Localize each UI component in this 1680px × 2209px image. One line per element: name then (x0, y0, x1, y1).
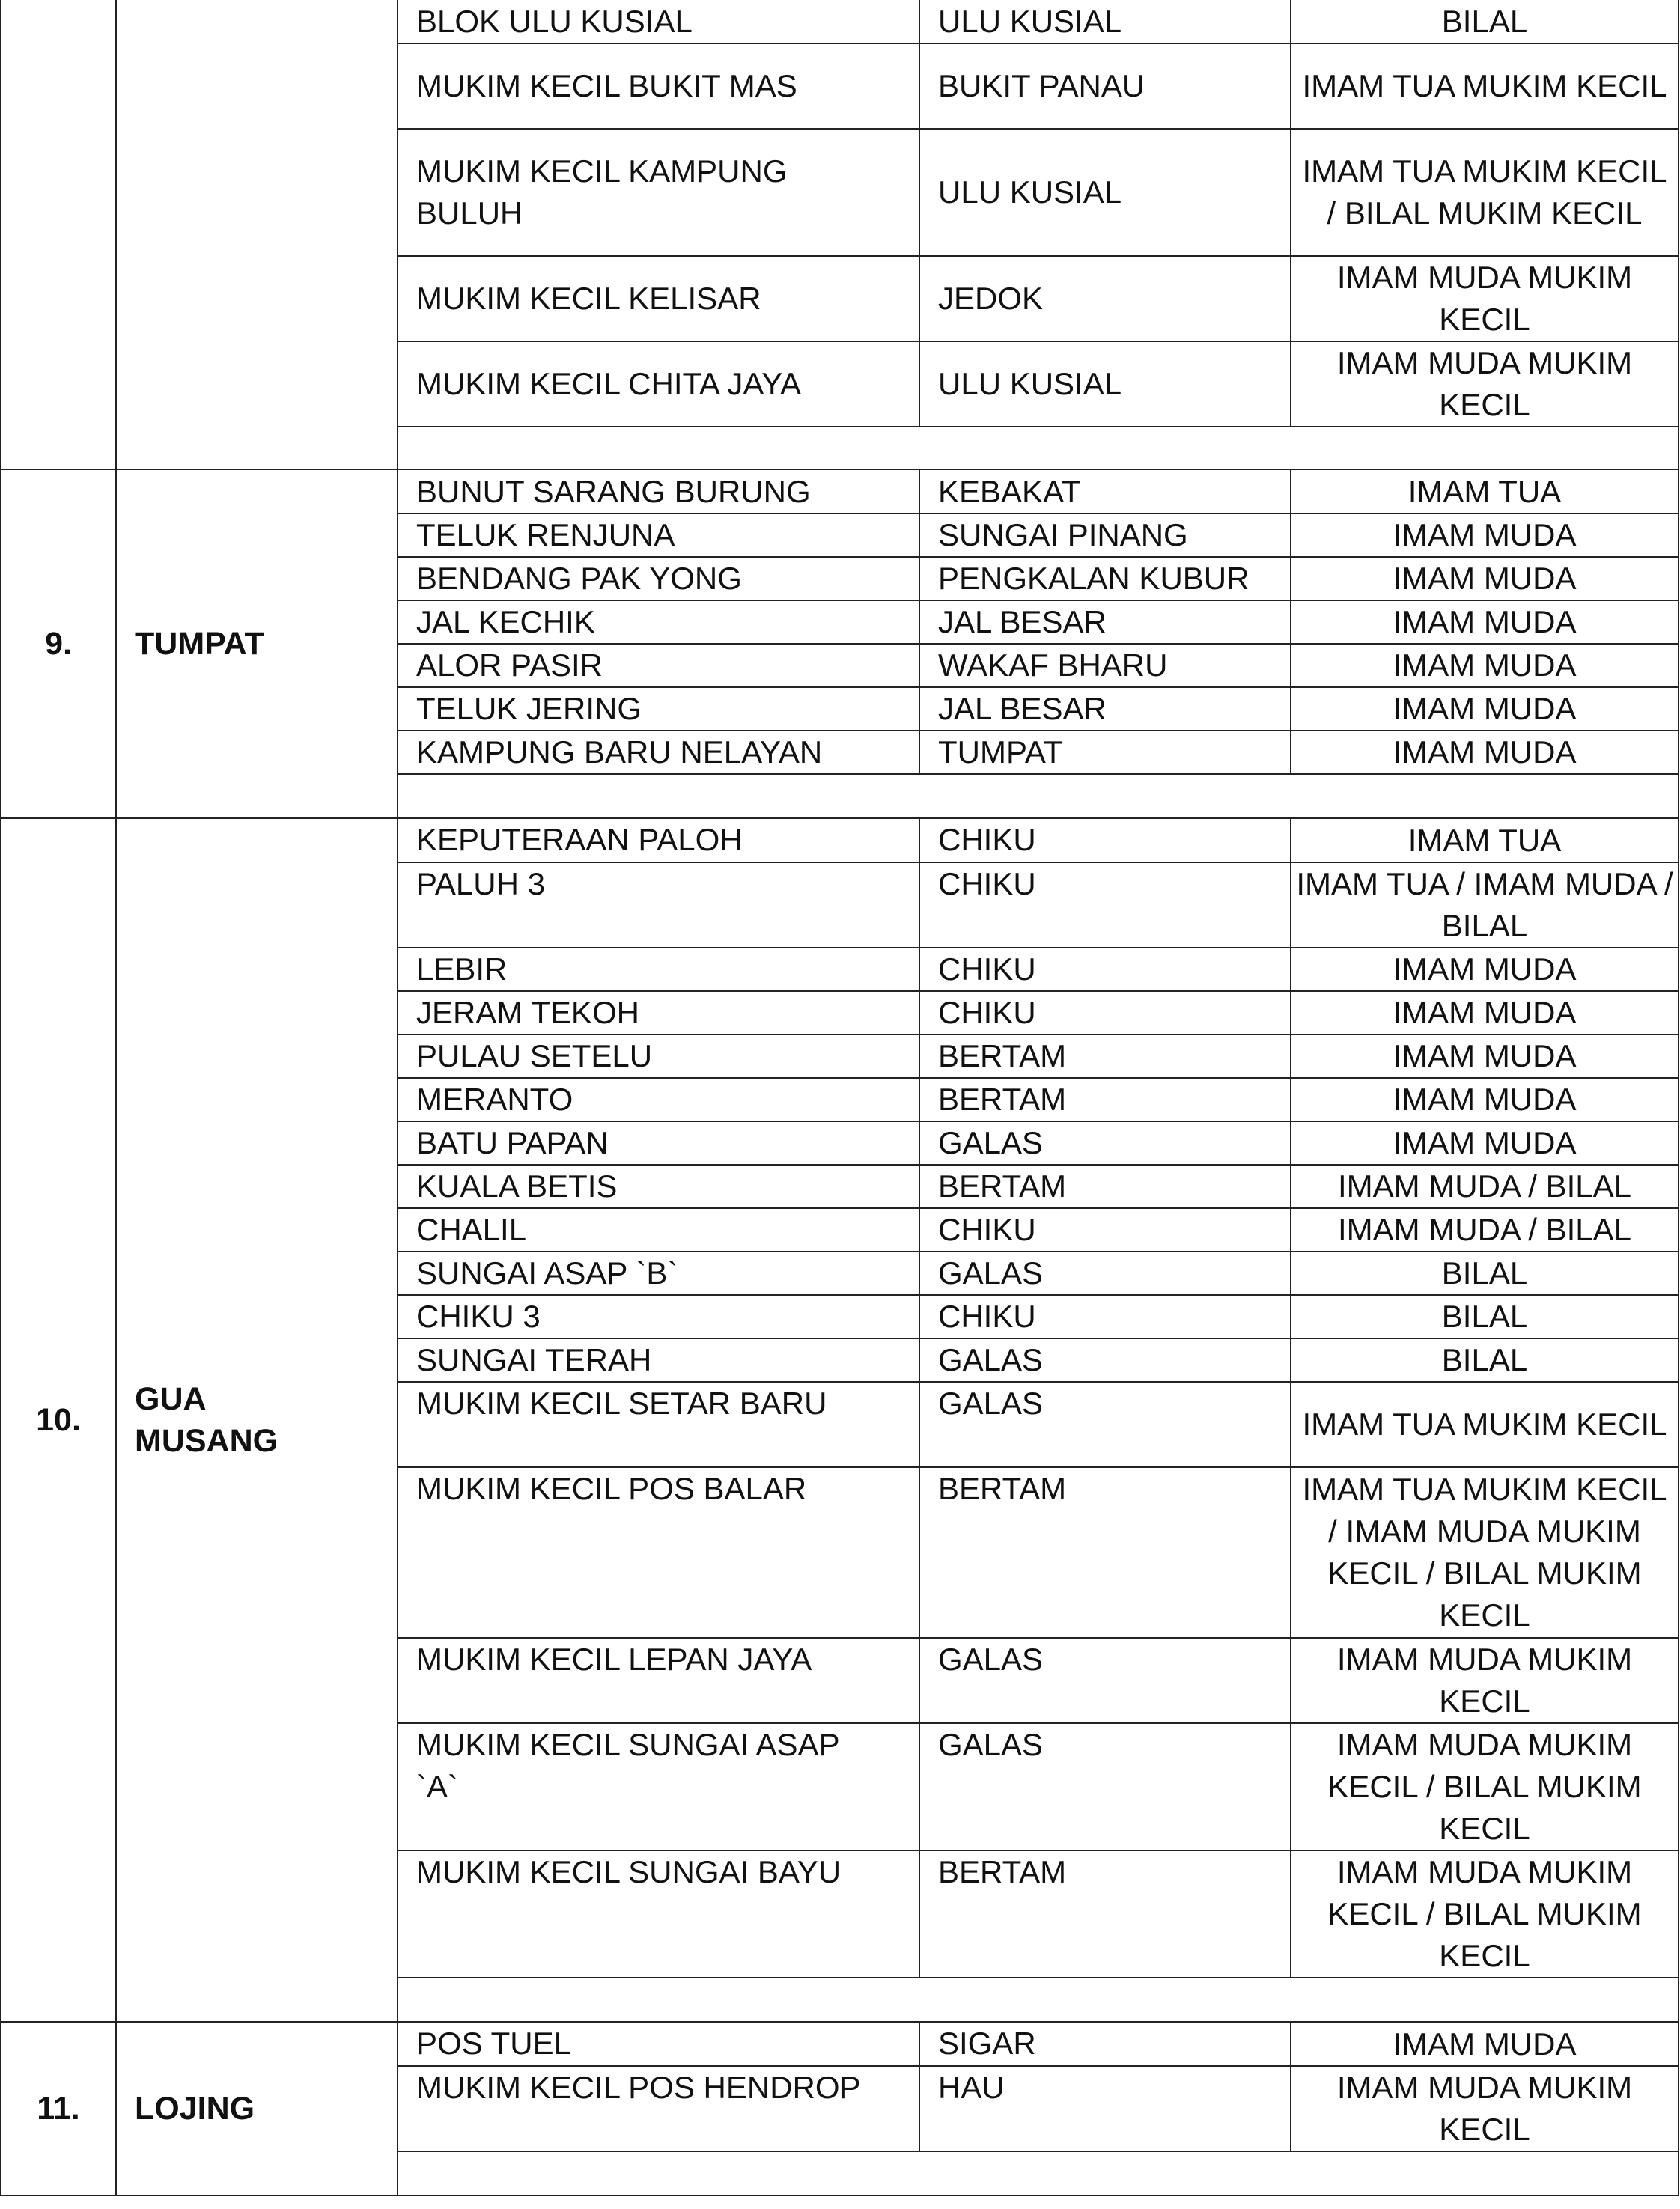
position-cell: IMAM TUA (1291, 819, 1678, 862)
mukim-cell: GALAS (919, 1252, 1291, 1295)
place-cell: TELUK JERING (398, 687, 919, 731)
position-cell: BILAL (1291, 1295, 1678, 1338)
place-cell: KAMPUNG BARU NELAYAN (398, 731, 919, 774)
district-section (1, 469, 1679, 818)
place-cell: PALUH 3 (398, 862, 919, 948)
district-name: LOJING (116, 2022, 398, 2196)
mukim-cell: GALAS (919, 1382, 1291, 1467)
position-cell: IMAM MUDA (1291, 991, 1678, 1035)
table-row (398, 991, 1678, 1035)
place-cell: ALOR PASIR (398, 644, 919, 687)
mukim-cell: SUNGAI PINANG (919, 514, 1291, 557)
place-cell: MUKIM KECIL LEPAN JAYA (398, 1638, 919, 1723)
place-cell: JAL KECHIK (398, 600, 919, 644)
mukim-cell: JAL BESAR (919, 687, 1291, 731)
mukim-cell: ULU KUSIAL (919, 0, 1291, 43)
position-cell: IMAM MUDA MUKIM KECIL (1291, 256, 1678, 341)
section-number: 10. (1, 818, 116, 2022)
mukim-cell: BERTAM (919, 1850, 1291, 1978)
section-number: 11. (1, 2022, 116, 2196)
position-cell: IMAM MUDA MUKIM KECIL / BILAL MUKIM KECIL (1291, 1723, 1678, 1850)
mukim-cell: GALAS (919, 1723, 1291, 1850)
table-row (398, 1382, 1678, 1467)
mukim-cell: BERTAM (919, 1035, 1291, 1078)
district-section (1, 2022, 1679, 2196)
district-name (116, 0, 398, 469)
position-cell: BILAL (1291, 1252, 1678, 1295)
position-cell: IMAM MUDA / BILAL (1291, 1165, 1678, 1208)
mukim-cell: WAKAF BHARU (919, 644, 1291, 687)
position-cell: IMAM MUDA (1291, 600, 1678, 644)
spacer-row (398, 2151, 1678, 2195)
table-row (398, 129, 1678, 256)
place-cell: TELUK RENJUNA (398, 514, 919, 557)
place-cell: CHALIL (398, 1208, 919, 1252)
position-cell: IMAM MUDA (1291, 557, 1678, 600)
district-name: TUMPAT (116, 469, 398, 818)
mukim-cell: HAU (919, 2066, 1291, 2151)
table-row (398, 1208, 1678, 1252)
place-cell: MUKIM KECIL SETAR BARU (398, 1382, 919, 1467)
table-row (398, 600, 1678, 644)
mukim-cell: CHIKU (919, 1208, 1291, 1252)
position-cell: IMAM MUDA (1291, 644, 1678, 687)
mukim-cell: CHIKU (919, 948, 1291, 991)
table-row (398, 687, 1678, 731)
position-cell: BILAL (1291, 0, 1678, 43)
position-cell: IMAM MUDA (1291, 731, 1678, 774)
position-cell: IMAM MUDA MUKIM KECIL / BILAL MUKIM KECIL (1291, 1850, 1678, 1978)
mukim-cell: TUMPAT (919, 731, 1291, 774)
table-row (398, 256, 1678, 341)
place-cell: BLOK ULU KUSIAL (398, 0, 919, 43)
table-row (398, 557, 1678, 600)
mukim-cell: GALAS (919, 1338, 1291, 1382)
table-row (398, 1850, 1678, 1978)
section-entries (398, 469, 1679, 818)
place-cell: POS TUEL (398, 2023, 919, 2066)
district-section (1, 818, 1679, 2022)
table-row (398, 0, 1678, 43)
place-cell: MUKIM KECIL POS BALAR (398, 1467, 919, 1638)
table-row (398, 862, 1678, 948)
mukim-cell: GALAS (919, 1121, 1291, 1165)
position-cell: IMAM MUDA (1291, 514, 1678, 557)
section-entries (398, 818, 1679, 2022)
table-row (398, 1252, 1678, 1295)
position-cell: IMAM TUA MUKIM KECIL / BILAL MUKIM KECIL (1291, 129, 1678, 256)
place-cell: JERAM TEKOH (398, 991, 919, 1035)
place-cell: LEBIR (398, 948, 919, 991)
mukim-cell: ULU KUSIAL (919, 129, 1291, 256)
place-cell: PULAU SETELU (398, 1035, 919, 1078)
mukim-cell: CHIKU (919, 991, 1291, 1035)
position-cell: IMAM TUA MUKIM KECIL (1291, 43, 1678, 129)
position-cell: BILAL (1291, 1338, 1678, 1382)
section-number (1, 0, 116, 469)
position-cell: IMAM MUDA MUKIM KECIL (1291, 2066, 1678, 2151)
position-cell: IMAM MUDA (1291, 2023, 1678, 2066)
position-cell: IMAM TUA / IMAM MUDA / BILAL (1291, 862, 1678, 948)
table-row (398, 1295, 1678, 1338)
district-name-text: GUA MUSANG (135, 1381, 279, 1459)
table-row (398, 1165, 1678, 1208)
table-row (398, 470, 1678, 514)
section-entries (398, 0, 1679, 469)
mukim-cell: SIGAR (919, 2023, 1291, 2066)
district-name (116, 818, 398, 2022)
table-row (398, 341, 1678, 427)
table-row (398, 1121, 1678, 1165)
place-cell: CHIKU 3 (398, 1295, 919, 1338)
position-cell: IMAM MUDA (1291, 1035, 1678, 1078)
table-row (398, 731, 1678, 774)
position-cell: IMAM TUA MUKIM KECIL / IMAM MUDA MUKIM KECIL / BILAL MUKIM KECIL (1291, 1467, 1678, 1638)
position-cell: IMAM MUDA (1291, 1078, 1678, 1121)
mukim-cell: GALAS (919, 1638, 1291, 1723)
mukim-cell: JAL BESAR (919, 600, 1291, 644)
mukim-cell: BERTAM (919, 1165, 1291, 1208)
mukim-cell: ULU KUSIAL (919, 341, 1291, 427)
district-section (1, 0, 1679, 469)
place-cell: BATU PAPAN (398, 1121, 919, 1165)
place-cell: MUKIM KECIL CHITA JAYA (398, 341, 919, 427)
mukim-cell: CHIKU (919, 862, 1291, 948)
place-cell: MERANTO (398, 1078, 919, 1121)
spacer-row (398, 774, 1678, 817)
position-cell: IMAM TUA (1291, 470, 1678, 514)
table-row (398, 1723, 1678, 1850)
place-cell: SUNGAI ASAP `B` (398, 1252, 919, 1295)
table-row (398, 514, 1678, 557)
table-row (398, 2066, 1678, 2151)
position-cell: IMAM TUA MUKIM KECIL (1291, 1382, 1678, 1467)
table-row (398, 1035, 1678, 1078)
mukim-cell: BERTAM (919, 1078, 1291, 1121)
mukim-cell: KEBAKAT (919, 470, 1291, 514)
place-cell: MUKIM KECIL BUKIT MAS (398, 43, 919, 129)
table-row (398, 2023, 1678, 2066)
table-row (398, 1467, 1678, 1638)
place-cell: MUKIM KECIL KELISAR (398, 256, 919, 341)
place-cell: KUALA BETIS (398, 1165, 919, 1208)
position-cell: IMAM MUDA / BILAL (1291, 1208, 1678, 1252)
table-row (398, 43, 1678, 129)
place-cell: MUKIM KECIL POS HENDROP (398, 2066, 919, 2151)
table-row (398, 1078, 1678, 1121)
place-cell: BUNUT SARANG BURUNG (398, 470, 919, 514)
position-cell: IMAM MUDA (1291, 687, 1678, 731)
position-cell: IMAM MUDA (1291, 1121, 1678, 1165)
table-row (398, 1638, 1678, 1723)
place-cell: MUKIM KECIL SUNGAI ASAP `A` (398, 1723, 919, 1850)
section-number: 9. (1, 469, 116, 818)
position-cell: IMAM MUDA MUKIM KECIL (1291, 1638, 1678, 1723)
table-row (398, 948, 1678, 991)
place-cell: SUNGAI TERAH (398, 1338, 919, 1382)
position-cell: IMAM MUDA (1291, 948, 1678, 991)
place-cell: BENDANG PAK YONG (398, 557, 919, 600)
table-row (398, 644, 1678, 687)
spacer-row (398, 427, 1678, 469)
mukim-cell: JEDOK (919, 256, 1291, 341)
table-row (398, 819, 1678, 862)
place-cell: MUKIM KECIL SUNGAI BAYU (398, 1850, 919, 1978)
table-row (398, 1338, 1678, 1382)
position-cell: IMAM MUDA MUKIM KECIL (1291, 341, 1678, 427)
mukim-cell: CHIKU (919, 819, 1291, 862)
mukim-cell: BUKIT PANAU (919, 43, 1291, 129)
mukim-cell: CHIKU (919, 1295, 1291, 1338)
place-cell: KEPUTERAAN PALOH (398, 819, 919, 862)
mukim-cell: PENGKALAN KUBUR (919, 557, 1291, 600)
spacer-row (398, 1978, 1678, 2021)
mukim-cell: BERTAM (919, 1467, 1291, 1638)
place-cell: MUKIM KECIL KAMPUNG BULUH (398, 129, 919, 256)
section-entries (398, 2022, 1679, 2196)
